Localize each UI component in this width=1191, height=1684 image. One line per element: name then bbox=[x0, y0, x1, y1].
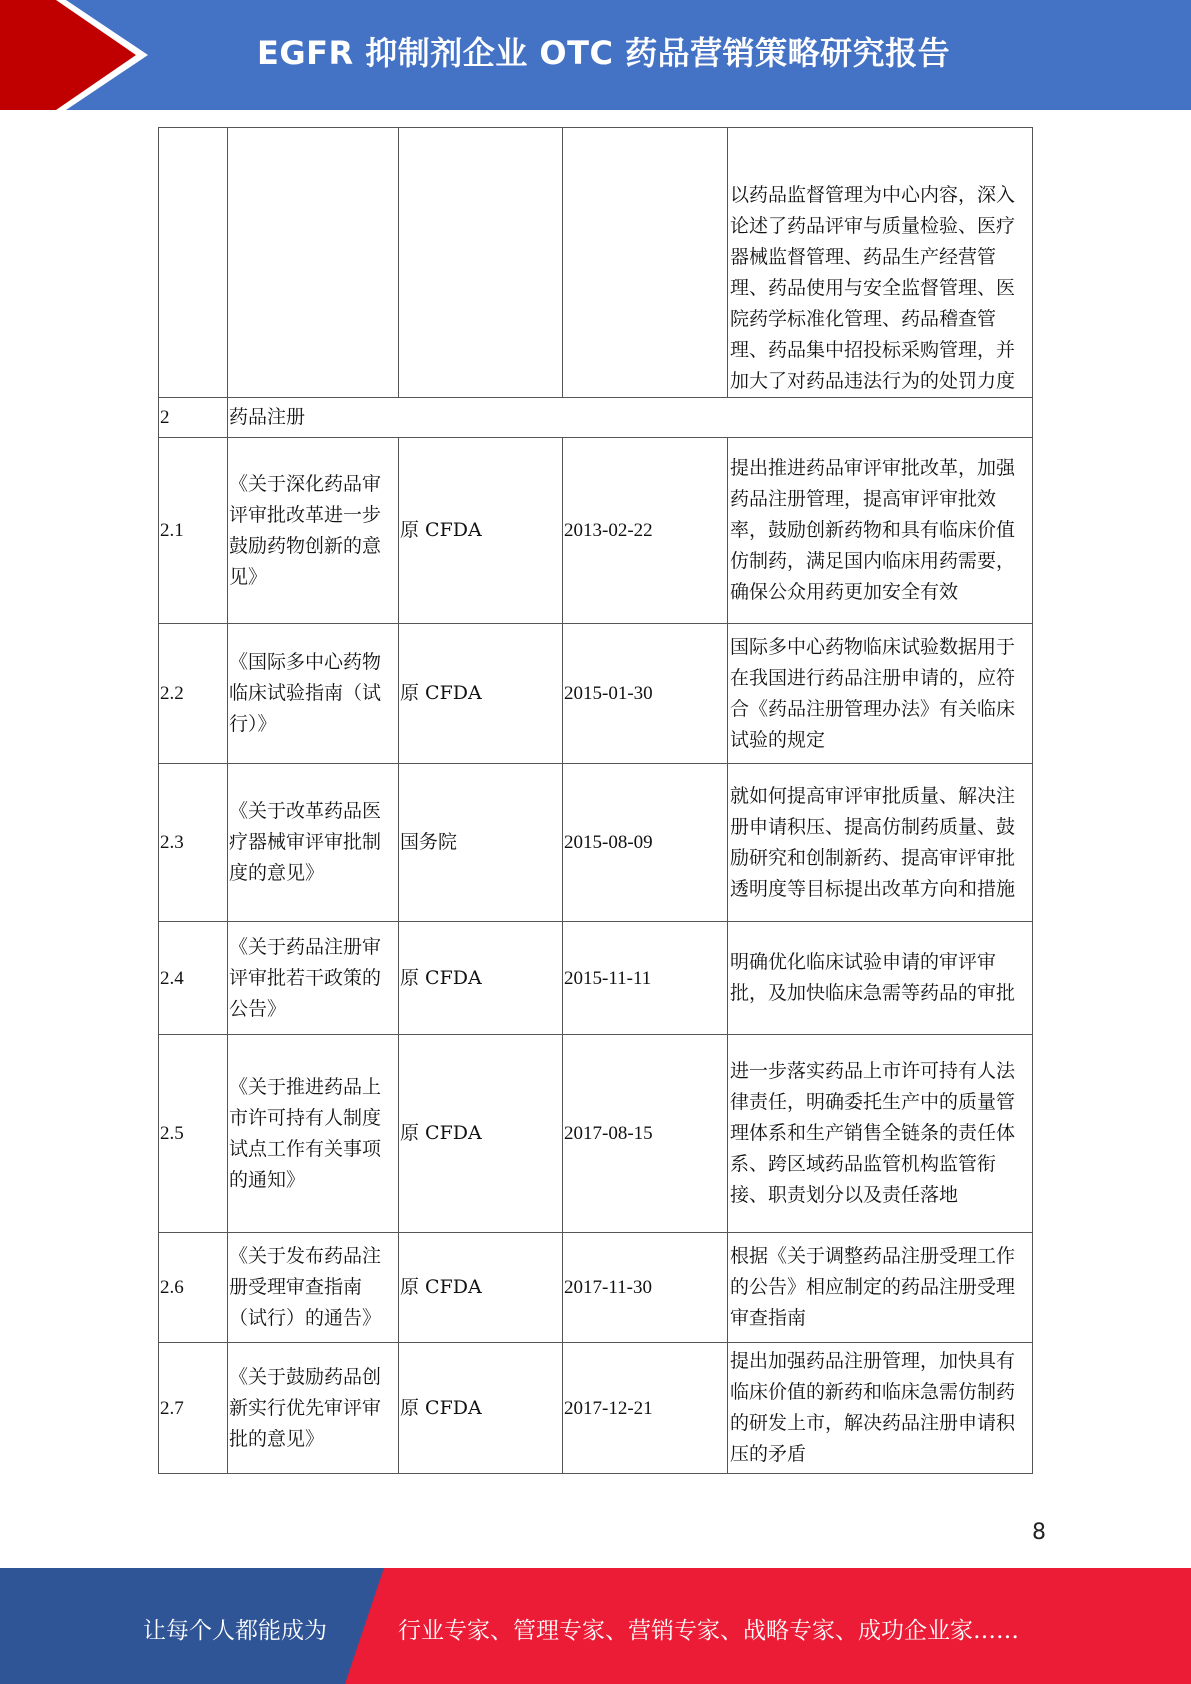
cell-name: 《关于深化药品审评审批改革进一步鼓励药物创新的意见》 bbox=[228, 438, 399, 624]
cell-date: 2017-12-21 bbox=[563, 1343, 728, 1474]
cell-issuer: 原 CFDA bbox=[399, 624, 563, 764]
page-number: 8 bbox=[1032, 1520, 1046, 1545]
table-row bbox=[159, 1343, 1033, 1474]
cell-no: 2.5 bbox=[159, 1035, 228, 1233]
cell-name: 《关于鼓励药品创新实行优先审评审批的意见》 bbox=[228, 1343, 399, 1474]
table-row bbox=[159, 764, 1033, 922]
section-row bbox=[159, 398, 1033, 438]
cell-summary: 进一步落实药品上市许可持有人法律责任，明确委托生产中的质量管理体系和生产销售全链条的责任体系、跨区域药品监管机构监管衔接、职责划分以及责任落地 bbox=[728, 1035, 1033, 1233]
report-header bbox=[0, 0, 1191, 110]
cell-no: 2.3 bbox=[159, 764, 228, 922]
section-title: 药品注册 bbox=[228, 398, 1033, 438]
cell-issuer: 原 CFDA bbox=[399, 1343, 563, 1474]
cell-no: 2.2 bbox=[159, 624, 228, 764]
arrow-chevron-icon bbox=[0, 0, 200, 110]
policy-table bbox=[158, 127, 1033, 1474]
cell-no: 2.6 bbox=[159, 1233, 228, 1343]
cell-issuer: 原 CFDA bbox=[399, 438, 563, 624]
cell-date: 2015-11-11 bbox=[563, 922, 728, 1035]
cell-issuer: 原 CFDA bbox=[399, 1035, 563, 1233]
report-title: EGFR 抑制剂企业 OTC 药品营销策略研究报告 bbox=[257, 34, 951, 72]
table-row bbox=[159, 922, 1033, 1035]
cell-name: 《关于药品注册审评审批若干政策的公告》 bbox=[228, 922, 399, 1035]
cell-summary: 明确优化临床试验申请的审评审批，及加快临床急需等药品的审批 bbox=[728, 922, 1033, 1035]
cell-date: 2013-02-22 bbox=[563, 438, 728, 624]
cell-issuer bbox=[399, 128, 563, 398]
cell-summary: 提出推进药品审评审批改革，加强药品注册管理，提高审评审批效率，鼓励创新药物和具有临床价值仿制药，满足国内临床用药需要，确保公众用药更加安全有效 bbox=[728, 438, 1033, 624]
cell-date: 2015-08-09 bbox=[563, 764, 728, 922]
table-row bbox=[159, 624, 1033, 764]
cell-summary: 国际多中心药物临床试验数据用于在我国进行药品注册申请的，应符合《药品注册管理办法》有关临床试验的规定 bbox=[728, 624, 1033, 764]
table-row bbox=[159, 1035, 1033, 1233]
cell-no: 2.1 bbox=[159, 438, 228, 624]
table-row bbox=[159, 1233, 1033, 1343]
cell-no: 2.4 bbox=[159, 922, 228, 1035]
section-number: 2 bbox=[159, 398, 228, 438]
cell-issuer: 原 CFDA bbox=[399, 1233, 563, 1343]
table-row-continued bbox=[159, 128, 1033, 398]
cell-name: 《关于推进药品上市许可持有人制度试点工作有关事项的通知》 bbox=[228, 1035, 399, 1233]
cell-date bbox=[563, 128, 728, 398]
cell-name bbox=[228, 128, 399, 398]
cell-date: 2015-01-30 bbox=[563, 624, 728, 764]
cell-name: 《国际多中心药物临床试验指南（试行）》 bbox=[228, 624, 399, 764]
cell-date: 2017-08-15 bbox=[563, 1035, 728, 1233]
footer-slogan-left: 让每个人都能成为 bbox=[143, 1618, 327, 1644]
cell-name: 《关于改革药品医疗器械审评审批制度的意见》 bbox=[228, 764, 399, 922]
cell-issuer: 原 CFDA bbox=[399, 922, 563, 1035]
footer-slogan-right: 行业专家、管理专家、营销专家、战略专家、成功企业家…… bbox=[398, 1618, 1019, 1644]
cell-summary: 根据《关于调整药品注册受理工作的公告》相应制定的药品注册受理审查指南 bbox=[728, 1233, 1033, 1343]
cell-no: 2.7 bbox=[159, 1343, 228, 1474]
cell-summary: 就如何提高审评审批质量、解决注册申请积压、提高仿制药质量、鼓励研究和创制新药、提高审评审批透明度等目标提出改革方向和措施 bbox=[728, 764, 1033, 922]
cell-issuer: 国务院 bbox=[399, 764, 563, 922]
table-row bbox=[159, 438, 1033, 624]
cell-summary: 提出加强药品注册管理，加快具有临床价值的新药和临床急需仿制药的研发上市，解决药品注册申请积压的矛盾 bbox=[728, 1343, 1033, 1474]
footer-banner bbox=[0, 1568, 1191, 1684]
cell-date: 2017-11-30 bbox=[563, 1233, 728, 1343]
cell-name: 《关于发布药品注册受理审查指南（试行）的通告》 bbox=[228, 1233, 399, 1343]
cell-no bbox=[159, 128, 228, 398]
cell-summary: 以药品监督管理为中心内容，深入论述了药品评审与质量检验、医疗器械监督管理、药品生产经营管理、药品使用与安全监督管理、医院药学标准化管理、药品稽查管理、药品集中招投标采购管理，并加大了对药品违法行为的处罚力度 bbox=[728, 128, 1033, 398]
